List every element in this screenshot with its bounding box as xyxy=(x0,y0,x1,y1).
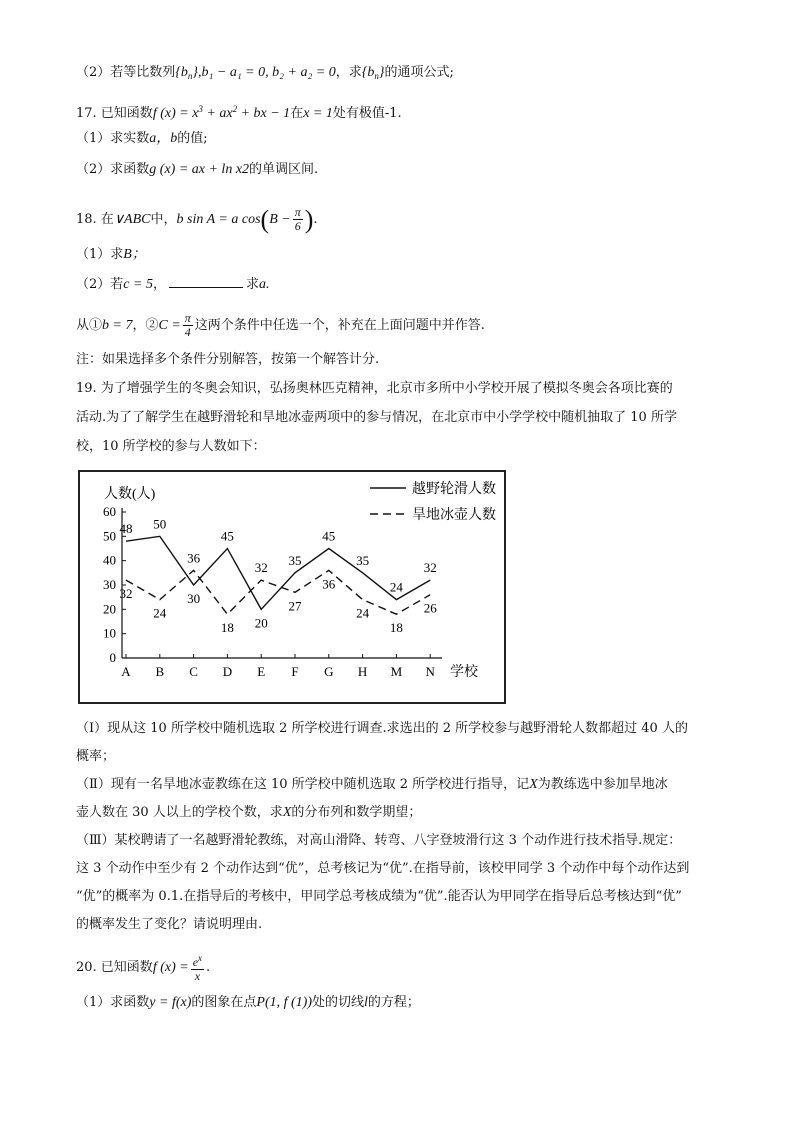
q16-part2 xyxy=(76,64,454,85)
q16-text-c: 的通项公式; xyxy=(384,65,454,80)
q20-stem: 20. 已知函数f (x) = $\frac{e^x}{x}$ . xyxy=(76,953,211,983)
y-tick-label: 20 xyxy=(103,601,116,617)
q19-i-line1: （Ⅰ）现从这 10 所学校中随机选取 2 所学校进行调查.求选出的 2 所学校参与越野滑轮人数都超过 40 人的 xyxy=(76,721,688,736)
data-label-s1: 27 xyxy=(288,598,302,614)
data-label-s1: 18 xyxy=(389,620,403,636)
data-label-s1: 36 xyxy=(322,576,336,592)
data-label-s0: 24 xyxy=(389,579,403,595)
y-tick-label: 60 xyxy=(103,504,116,519)
q19-line3: 校，10 所学校的参与人数如下： xyxy=(76,439,266,454)
data-label-s0: 45 xyxy=(322,528,336,544)
q17-stem: 17. 已知函数f $(x) = x^3 + ax^2$ + bx − 1在x = 1处有极值-1. xyxy=(76,104,402,121)
x-tick-label: G xyxy=(324,664,334,679)
x-tick-label: E xyxy=(257,664,266,679)
x-axis-label: 学校 xyxy=(450,665,478,680)
x-tick-label: A xyxy=(121,664,131,679)
participation-chart xyxy=(78,470,506,704)
q16-text-a: （2）若等比数列 xyxy=(76,65,176,80)
q19-iii-line1: （Ⅲ）某校聘请了一名越野滑轮教练，对高山滑降、转弯、八字登坡滑行这 3 个动作进行技术指导.规定： xyxy=(76,833,682,848)
data-label-s1: 32 xyxy=(254,560,268,576)
q19-iii-line2: 这 3 个动作中至少有 2 个动作达到“优”，总考核记为“优”.在指导前，该校甲同学 3 个动作中每个动作达到 xyxy=(76,861,690,876)
x-tick-label: N xyxy=(425,664,435,679)
pi-over-4: $\frac{\pi}{4}$ xyxy=(184,311,191,339)
q18-part1: （1）求B； xyxy=(76,247,146,262)
q16-text-b: ，求 xyxy=(335,65,362,80)
legend-label-1: 旱地冰壶人数 xyxy=(412,508,496,523)
q18-note: 注：如果选择多个条件分别解答，按第一个解答计分. xyxy=(76,352,380,367)
q19-i-line2: 概率； xyxy=(76,749,116,764)
ex-over-x: $\frac{e^x}{x}$ xyxy=(192,953,203,983)
x-tick-label: D xyxy=(222,664,233,679)
x-tick-label: C xyxy=(189,664,198,679)
data-label-s0: 48 xyxy=(119,521,133,537)
y-tick-label: 10 xyxy=(103,625,116,641)
q17-part1: （1）求实数a，b的值; xyxy=(76,131,208,146)
series-line-0 xyxy=(126,536,430,609)
data-label-s0: 30 xyxy=(187,591,201,606)
q19-iii-line4: 的概率发生了变化？请说明理由. xyxy=(76,917,263,932)
data-label-s0: 20 xyxy=(254,615,268,631)
x-tick-label: B xyxy=(155,664,165,679)
q20-part1: （1）求函数y = f(x)的图象在点P(1, f (1))处的切线l的方程； xyxy=(76,995,420,1010)
chart-svg xyxy=(80,472,504,702)
data-label-s1: 26 xyxy=(423,600,437,616)
x-tick-label: M xyxy=(390,664,403,679)
data-label-s1: 18 xyxy=(220,620,234,636)
data-label-s1: 36 xyxy=(187,550,201,566)
y-tick-label: 50 xyxy=(103,528,116,544)
q16-condition: ,b₁ − a₁ = 0, b₂ + a₂ = 0 xyxy=(198,65,336,80)
data-label-s0: 32 xyxy=(423,560,437,576)
q19-iii-line3: “优”的概率为 0.1.在指导后的考核中，甲同学总考核成绩为“优”.能否认为甲同学在指导后总考核达到“优” xyxy=(76,889,682,904)
q19-line2: 活动.为了了解学生在越野滑轮和旱地冰壶两项中的参与情况，在北京市中小学学校中随机抽取了 10 所学 xyxy=(76,410,677,425)
data-label-s0: 45 xyxy=(220,528,234,544)
q17-function: f $(x) = x^3 + ax^2$ + bx − 1 xyxy=(152,104,291,121)
data-label-s1: 32 xyxy=(119,586,133,602)
pi-over-6: $\frac{\pi}{6}$ xyxy=(294,205,301,233)
legend-label-0: 越野轮滑人数 xyxy=(412,482,496,497)
y-tick-label: 40 xyxy=(103,552,116,568)
q18-part2: （2）若c = 5， 求a. xyxy=(76,277,270,292)
q19-ii-line2: 壶人数在 30 人以上的学校个数，求X的分布列和数学期望； xyxy=(76,805,422,820)
q17-part2: （2）求函数g (x) = ax + ln x2的单调区间. xyxy=(76,162,319,177)
q19-ii-line1: （Ⅱ）现有一名旱地冰壶教练在这 10 所学校中随机选取 2 所学校进行指导，记X为教练选中参加旱地冰 xyxy=(76,777,668,792)
x-tick-label: F xyxy=(291,664,299,679)
q18-stem: 18. 在∨ABC中，b sin A = a cos(B − $\frac{\pi}{6}$ ). xyxy=(76,205,318,234)
y-axis-label: 人数(人) xyxy=(104,487,156,502)
q19-line1: 19. 为了增强学生的冬奥会知识，弘扬奥林匹克精神，北京市多所中小学校开展了模拟冬奥会各项比赛的 xyxy=(76,381,673,396)
x-tick-label: H xyxy=(357,664,368,679)
answer-blank xyxy=(169,275,243,288)
data-label-s1: 24 xyxy=(356,605,370,621)
q18-options: 从①b = 7，②C = $\frac{\pi}{4}$ 这两个条件中任选一个，补充在上面问题中并作答. xyxy=(76,311,485,339)
seq-bn-2: $\{b_n\}$ xyxy=(361,65,385,81)
data-label-s0: 35 xyxy=(356,552,370,568)
series-line-1 xyxy=(126,570,430,614)
data-label-s0: 50 xyxy=(153,516,167,532)
data-label-s0: 35 xyxy=(288,552,302,568)
data-label-s1: 24 xyxy=(153,605,167,621)
y-tick-label: 30 xyxy=(103,577,116,592)
seq-bn: $\{b_n\}$ xyxy=(175,65,198,81)
y-tick-label: 0 xyxy=(109,650,116,665)
